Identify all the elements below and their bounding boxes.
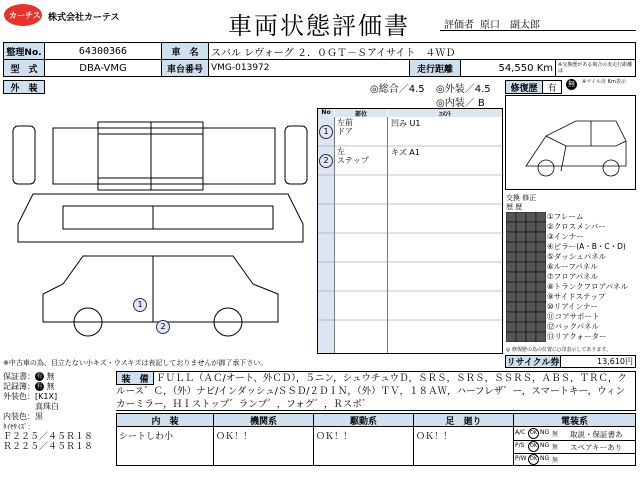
repair-item: ②クロスメンバー [547,222,606,231]
recycle-label: リサイクル券 [505,355,561,368]
bottom-interior-value: シートしわ小 [116,426,214,466]
ok-icon: OK [528,428,539,439]
electric-table [513,426,636,466]
exterior-color-name: 真珠白 [35,402,59,411]
damage-col-detail: ｺﾒﾝﾄ [388,109,502,117]
damage-row-detail: 凹み U1 [391,119,421,128]
evaluator-name: 原口 副太郎 [480,20,540,31]
interior-score: ◎内装／ B [436,98,485,109]
electric-row [514,427,635,441]
bottom-engine-value: ＯＫ！！ [213,426,314,466]
bottom-drive-label: 駆動系 [313,413,414,427]
damage-row-part: 左前 ドア [337,118,353,136]
mileage-label: 走行距離 [409,59,461,77]
left-info: 保証書：有 無 記録簿：有 無 外装色：[K1X] 真珠白 内装色：黒 ﾀｲﾔｻｲｽﾞ： Ｆ２２５／４５Ｒ１８ Ｒ２２５／４５Ｒ１８ [3,372,113,452]
repair-item: ⑩リアインナー [547,302,599,311]
exterior-color-value: [K1X] [35,392,58,401]
bottom-engine-label: 機関系 [213,413,314,427]
bottom-suspension-label: 足 廻り [413,413,514,427]
meter-label: ※マイル計 Km表示 [582,79,626,85]
damage-row [318,117,502,145]
repair-footnote: ◎ 修復歴の為の位置に○印表示してあります。 [506,347,611,353]
repair-item: ⑦フロアパネル [547,272,599,281]
tire-rear: Ｒ２２５／４５Ｒ１８ [3,442,94,452]
damage-row [318,146,502,174]
mileage-note: ※交換歴がある場合の実走行距離は [555,59,636,77]
none-text: 無 [552,431,559,438]
chassis-label: 車台番号 [161,59,209,77]
repair-item: ⑨サイドステップ [547,292,606,301]
repair-item: ④ピラー(A・B・C・D) [547,242,626,251]
electric-key: A/C [515,429,526,436]
damage-row-no: 2 [319,154,333,168]
electric-key: P/S [515,442,525,449]
repair-item: ③インナー [547,232,584,241]
none-text: 無 [552,457,559,464]
name-value: スバル レヴォーグ ２．０ＧＴ－Ｓアイサイト ４ＷＤ [208,42,636,60]
electric-row [514,440,635,454]
damage-marker-1: 1 [133,298,147,312]
warranty-label: 保証書： [3,372,35,381]
car-diagram [3,94,316,356]
repair-item: ⑤ダッシュパネル [547,252,607,261]
electric-key: P/W [515,455,527,462]
record-label: 記録簿： [3,382,35,391]
repair-legend-label: 歴 歴 [506,203,523,211]
interior-color-value: 黒 [35,412,43,421]
repair-diagram [505,95,636,190]
electric-note: 取説・保証書あ [570,430,623,439]
repair-item: ⑧トランクフロアパネル [547,282,628,291]
equipment-label: 装 備 [116,371,154,385]
damage-col-no: No [318,109,334,117]
name-label: 車 名 [161,42,209,60]
model-label: 型 式 [3,59,45,77]
record-value: 無 [46,382,55,391]
repair-none-icon [566,79,577,90]
ng-text: NG [540,429,550,436]
logo [3,2,43,28]
ok-icon: OK [528,441,539,452]
damage-col-part: 部位 [335,109,387,117]
company-name: 株式会社カーテス [48,13,120,23]
tire-label: ﾀｲﾔｻｲｽﾞ： [3,423,35,431]
mileage-value: 54,550 Km [460,59,556,77]
electric-note: スペアキーあり [570,443,623,452]
ng-text: NG [540,442,550,449]
damage-marker-2: 2 [156,320,170,334]
exterior-note: ※中古車の為、目立たない小キズ・ウスキズは表記しておりませんが御了承下さい。 [3,359,268,367]
damage-table [317,108,503,354]
tire-front: Ｆ２２５／４５Ｒ１８ [3,432,94,442]
repair-none-text: 無 [568,80,575,88]
damage-row-part: 左 ステップ [337,147,369,165]
repair-item: ⑫バックパネル [547,322,600,331]
id-label: 整理No. [3,42,45,60]
exterior-color-label: 外装色： [3,392,35,401]
damage-row-detail: キズ A1 [391,148,420,157]
electric-row [514,453,635,465]
equipment-text: ＦＵＬＬ（ＡＣ/オート、外ＣＤ），５ニン，シュウチュウＤ，ＳＲＳ，ＳＲＳ，ＳＳＲＳ，ＡＢＳ，ＴＲＣ，クルース゛Ｃ，（外）ナビ/インダッシュ/ＳＳＤ/２ＤＩＮ，（外）ＴＶ，１８ＡＷ，ハーフレザ゛ー，スマートキー，ウィンカーミラー，ＨＩストップ゛ランプ゛，フォグ゛，Ｒスポ゛ [116,371,636,411]
chassis-value: VMG-013972 [208,59,410,77]
repair-item: ⑥ルーフパネル [547,262,598,271]
logo-text: カーチス [9,11,41,20]
evaluator-label: 評価者 [444,20,474,31]
repair-label: 修復歴 [505,80,543,94]
ok-icon: OK [528,454,539,465]
exterior-label: 外 装 [3,80,45,94]
bottom-interior-label: 内 装 [116,413,214,427]
none-text: 無 [552,444,559,451]
bottom-electric-label: 電装系 [513,413,636,427]
repair-value: 有 [542,80,562,94]
repair-items [547,212,637,342]
header-line [440,30,636,31]
overall-score: ◎総合／4.5 [370,84,425,95]
bottom-drive-value: ＯＫ！！ [313,426,414,466]
interior-color-label: 内装色： [3,412,35,421]
model-value: DBA-VMG [44,59,162,77]
repair-grid [506,212,546,342]
damage-row-no: 1 [319,125,333,139]
id-value: 64300366 [44,42,162,60]
repair-item: ⑬リアクォーター [547,332,607,341]
ng-text: NG [540,455,550,462]
exterior-score: ◎外装／4.5 [436,84,491,95]
repair-swap-label: 交換 修正 [506,194,537,202]
page-title: 車両状態評価書 [228,12,410,40]
recycle-value: 13,610円 [560,355,636,368]
repair-item: ⑪コアサポート [547,312,600,321]
repair-item: ①フレーム [547,212,584,221]
warranty-value: 無 [46,372,55,381]
bottom-suspension-value: ＯＫ！！ [413,426,514,466]
